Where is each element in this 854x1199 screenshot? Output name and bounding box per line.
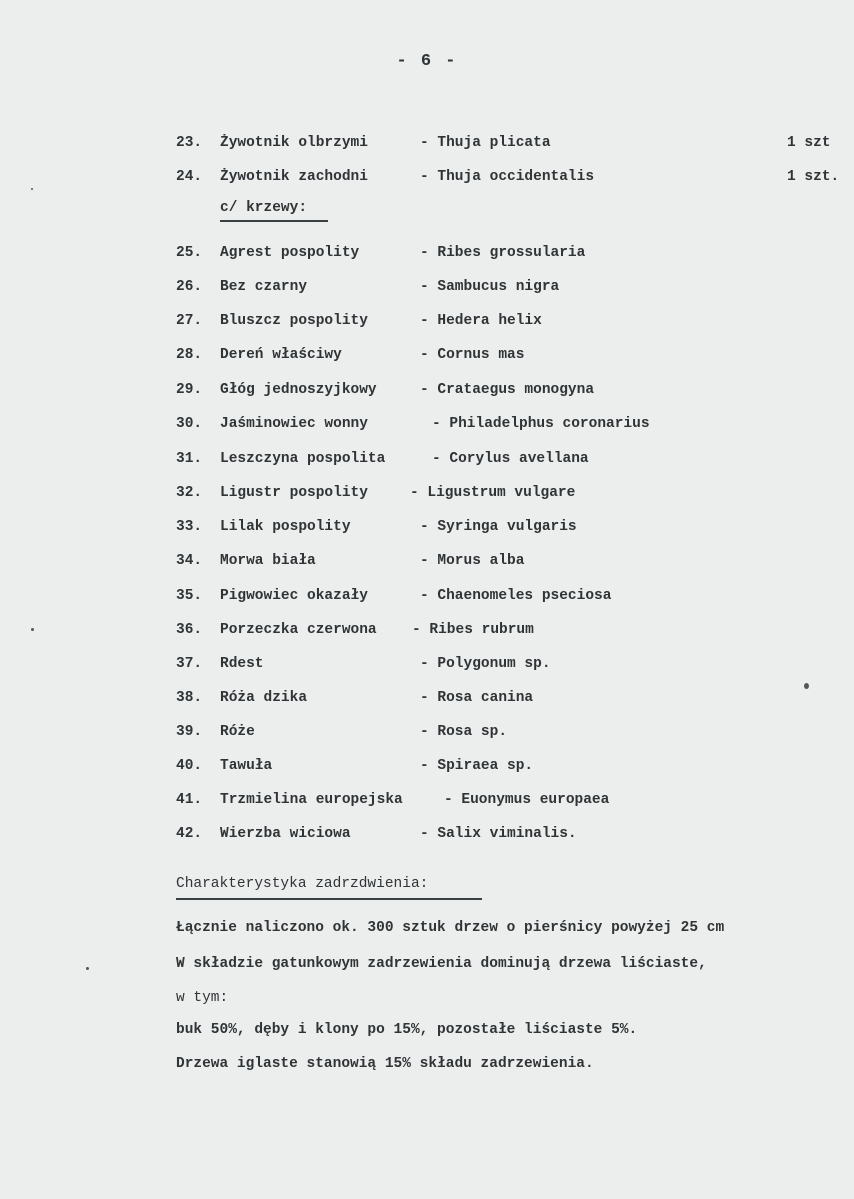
polish-name: Pigwowiec okazały [220, 588, 368, 604]
list-item [0, 451, 854, 473]
characteristics-line: Łącznie naliczono ok. 300 sztuk drzew o pierśnicy powyżej 25 cm [176, 920, 725, 936]
list-item [0, 382, 854, 404]
latin-name: - Euonymus europaea [444, 792, 610, 808]
polish-name: Leszczyna pospolita [220, 451, 386, 467]
latin-name: - Ligustrum vulgare [410, 485, 576, 501]
latin-name: - Crataegus monogyna [420, 382, 595, 398]
characteristics-line: Drzewa iglaste stanowią 15% składu zadrzewienia. [176, 1056, 594, 1072]
polish-name: Żywotnik zachodni [220, 169, 368, 185]
list-item [0, 690, 854, 712]
item-number: 33. [176, 519, 203, 535]
latin-name: - Ribes rubrum [412, 622, 534, 638]
item-number: 30. [176, 416, 203, 432]
list-item [0, 553, 854, 575]
list-item [0, 245, 854, 267]
item-number: 26. [176, 279, 203, 295]
polish-name: Dereń właściwy [220, 347, 342, 363]
item-number: 34. [176, 553, 203, 569]
characteristics-heading: Charakterystyka zadrzdwienia: [176, 876, 482, 900]
list-item [0, 347, 854, 369]
latin-name: - Ribes grossularia [420, 245, 586, 261]
latin-name: - Spiraea sp. [420, 758, 534, 774]
polish-name: Głóg jednoszyjkowy [220, 382, 377, 398]
polish-name: Lilak pospolity [220, 519, 351, 535]
item-number: 28. [176, 347, 203, 363]
item-number: 38. [176, 690, 203, 706]
quantity: 1 szt. [787, 169, 840, 185]
list-item [0, 279, 854, 301]
polish-name: Jaśminowiec wonny [220, 416, 368, 432]
item-number: 32. [176, 485, 203, 501]
latin-name: - Salix viminalis. [420, 826, 577, 842]
latin-name: - Philadelphus coronarius [432, 416, 650, 432]
latin-name: - Cornus mas [420, 347, 525, 363]
item-number: 27. [176, 313, 203, 329]
list-item [0, 135, 854, 157]
list-item [0, 758, 854, 780]
item-number: 40. [176, 758, 203, 774]
latin-name: - Sambucus nigra [420, 279, 560, 295]
item-number: 31. [176, 451, 203, 467]
item-number: 36. [176, 622, 203, 638]
polish-name: Morwa biała [220, 553, 316, 569]
list-item [0, 485, 854, 507]
item-number: 25. [176, 245, 203, 261]
characteristics-line: buk 50%, dęby i klony po 15%, pozostałe liściaste 5%. [176, 1022, 638, 1038]
list-item [0, 826, 854, 848]
polish-name: Tawuła [220, 758, 273, 774]
polish-name: Porzeczka czerwona [220, 622, 377, 638]
list-item [0, 792, 854, 814]
latin-name: - Rosa sp. [420, 724, 508, 740]
latin-name: - Rosa canina [420, 690, 534, 706]
latin-name: - Syringa vulgaris [420, 519, 577, 535]
item-number: 29. [176, 382, 203, 398]
list-item [0, 724, 854, 746]
polish-name: Wierzba wiciowa [220, 826, 351, 842]
item-number: 42. [176, 826, 203, 842]
paper-speck [804, 683, 809, 689]
polish-name: Bluszcz pospolity [220, 313, 368, 329]
list-item [0, 169, 854, 191]
paper-speck [31, 628, 34, 631]
polish-name: Bez czarny [220, 279, 308, 295]
section-label: c/ krzewy: [220, 200, 328, 222]
latin-name: - Thuja occidentalis [420, 169, 595, 185]
polish-name: Ligustr pospolity [220, 485, 368, 501]
quantity: 1 szt [787, 135, 831, 151]
item-number: 24. [176, 169, 203, 185]
latin-name: - Chaenomeles pseciosa [420, 588, 612, 604]
latin-name: - Morus alba [420, 553, 525, 569]
polish-name: Żywotnik olbrzymi [220, 135, 368, 151]
item-number: 39. [176, 724, 203, 740]
page-number: - 6 - [396, 52, 458, 71]
latin-name: - Thuja plicata [420, 135, 551, 151]
item-number: 23. [176, 135, 203, 151]
polish-name: Róża dzika [220, 690, 308, 706]
latin-name: - Polygonum sp. [420, 656, 551, 672]
characteristics-line: W składzie gatunkowym zadrzewienia dominują drzewa liściaste, [176, 956, 707, 972]
polish-name: Agrest pospolity [220, 245, 360, 261]
polish-name: Róże [220, 724, 255, 740]
list-item [0, 519, 854, 541]
item-number: 35. [176, 588, 203, 604]
list-item [0, 313, 854, 335]
paper-speck [86, 967, 89, 970]
item-number: 41. [176, 792, 203, 808]
polish-name: Trzmielina europejska [220, 792, 403, 808]
latin-name: - Hedera helix [420, 313, 542, 329]
characteristics-line: w tym: [176, 990, 229, 1006]
list-item [0, 656, 854, 678]
paper-speck [31, 188, 33, 190]
polish-name: Rdest [220, 656, 264, 672]
list-item [0, 416, 854, 438]
list-item [0, 622, 854, 644]
item-number: 37. [176, 656, 203, 672]
latin-name: - Corylus avellana [432, 451, 589, 467]
list-item [0, 588, 854, 610]
